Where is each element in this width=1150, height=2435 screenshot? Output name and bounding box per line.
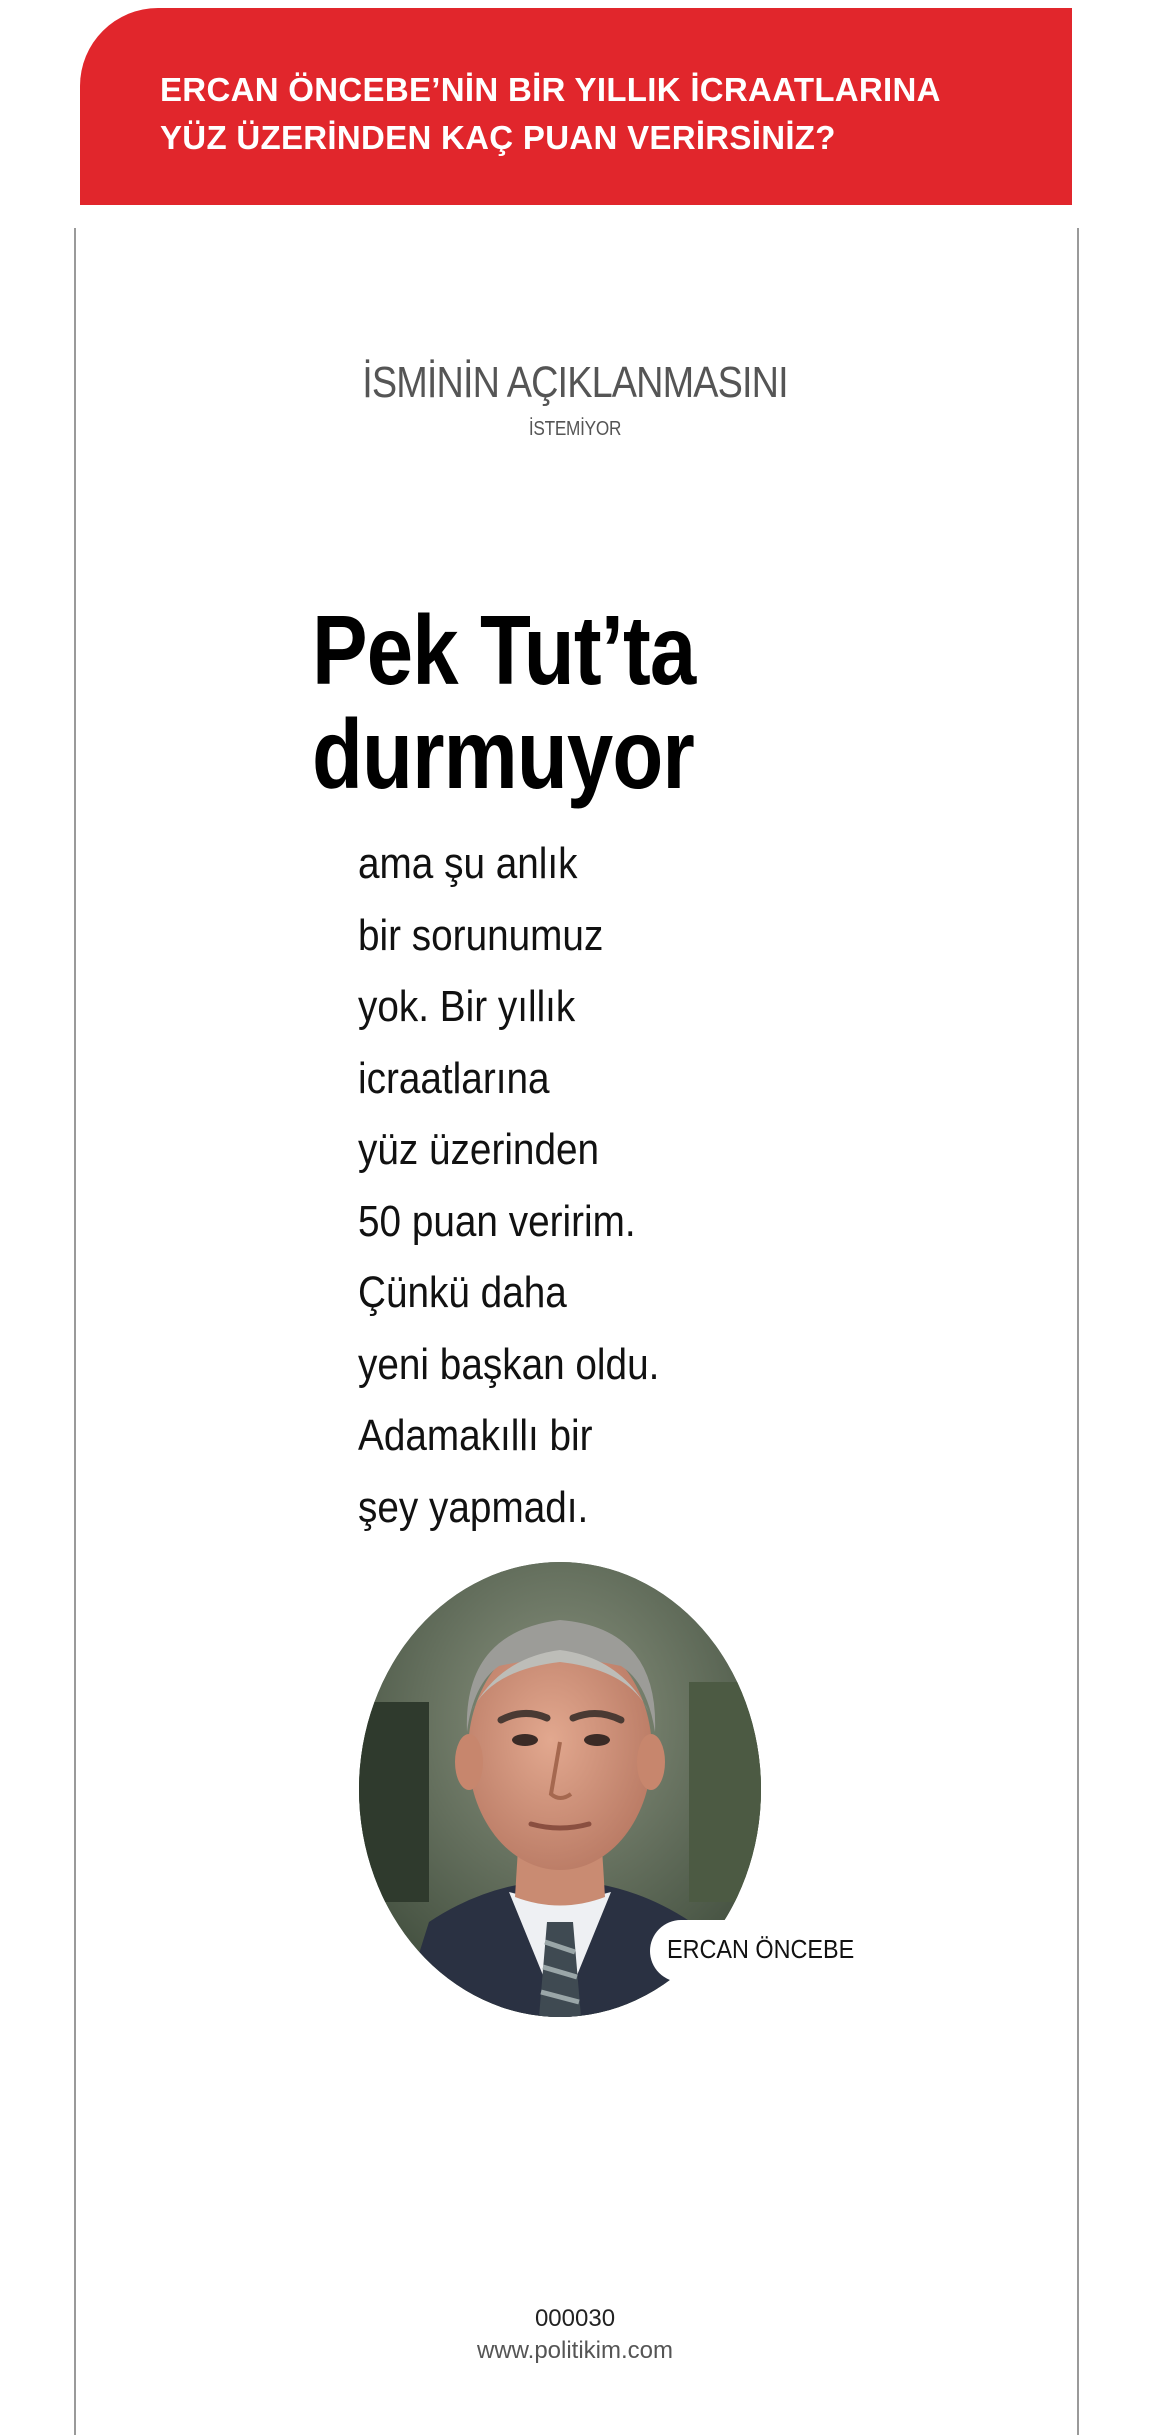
quote-line: yeni başkan oldu. — [358, 1339, 660, 1389]
headline-line-1: Pek Tut’ta — [312, 595, 696, 705]
headline-line-2: durmuyor — [312, 699, 694, 809]
quote-line: Çünkü daha — [358, 1268, 567, 1317]
quote-line: Adamakıllı bir — [358, 1411, 593, 1460]
quote-line: bir sorunumuz — [358, 910, 604, 960]
quote-line: icraatlarına — [358, 1053, 550, 1103]
quote-line: şey yapmadı. — [358, 1482, 589, 1532]
respondent-name: İSMİNİN AÇIKLANMASINI — [362, 358, 788, 407]
quote-line: 50 puan veririm. — [358, 1196, 636, 1246]
photo-caption: ERCAN ÖNCEBE — [667, 1934, 855, 1964]
quote-line: ama şu anlık — [358, 839, 578, 888]
frame-left-border — [74, 228, 76, 2435]
question-banner — [80, 8, 1072, 205]
footer-code: 000030 — [534, 2305, 616, 2332]
quote-text — [358, 828, 659, 1543]
quote-line: yüz üzerinden — [358, 1125, 600, 1174]
question-line-2: YÜZ ÜZERİNDEN KAÇ PUAN VERİRSİNİZ? — [160, 119, 836, 156]
headline — [312, 595, 754, 809]
quote-line: yok. Bir yıllık — [358, 982, 576, 1031]
footer-url[interactable]: www.politikim.com — [476, 2337, 674, 2364]
question-line-1: ERCAN ÖNCEBE’NİN BİR YILLIK İCRAATLARINA — [160, 71, 941, 108]
frame-right-border — [1077, 228, 1079, 2435]
respondent-subtitle: İSTEMİYOR — [528, 418, 622, 440]
